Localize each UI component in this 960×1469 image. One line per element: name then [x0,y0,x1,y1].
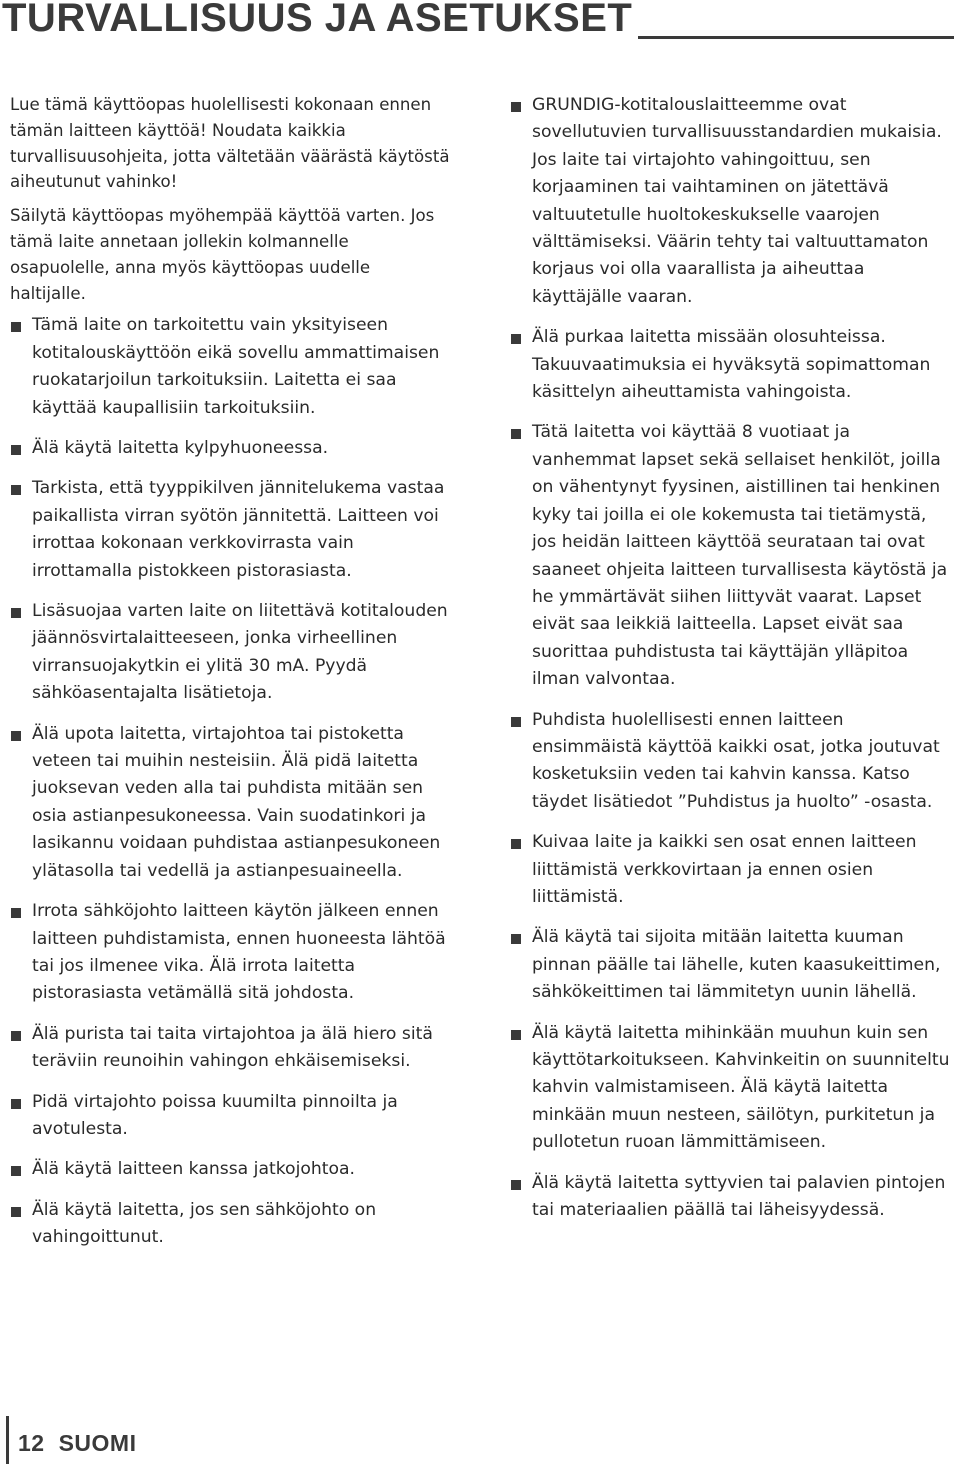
square-bullet-icon [11,485,21,495]
list-item-text: Puhdista huolellisesti ennen laitteen ensimmäistä käyttöä kaikki osat, jotka joutuvat kosketuksiin veden tai kahvin kanssa. Katso täydet lisätiedot ”Puhdistus ja huolto” -osasta. [532,709,940,812]
list-item [10,898,450,1008]
list-item [10,721,450,885]
list-item-text: Tarkista, että tyyppikilven jännitelukema vastaa paikallista virran syötön jännitettä. Laitteen voi irrottaa kokonaan verkkovirrasta vain irrottamalla pistokkeen pistorasiasta. [32,478,445,581]
list-item-text: Älä käytä laitetta syttyvien tai palavien pintojen tai materiaalien päällä tai läheisyydessä. [532,1172,946,1221]
list-item [10,1156,450,1183]
square-bullet-icon [511,839,521,849]
list-item-text: Älä käytä laitteen kanssa jatkojohtoa. [32,1159,356,1180]
list-item [510,924,955,1006]
safety-list-right [510,92,955,1224]
square-bullet-icon [511,934,521,944]
square-bullet-icon [11,908,21,918]
list-item-text: Tätä laitetta voi käyttää 8 vuotiaat ja vanhemmat lapset sekä sellaiset henkilöt, joilla on vähentynyt fyysinen, aistillinen tai henkinen kyky tai joilla ei ole kokemusta tai tietämystä, jos heidän laitteen käyttöä seurataan tai ovat saaneet ohjeita laitteen turvallisesta käytöstä ja he ymmärtävät siihen liittyvät vaarat. Lapset eivät saa leikkiä laitteella. Lapset eivät saa suorittaa puhdistusta tai käyttäjän ylläpitoa ilman valvontaa. [532,422,948,690]
list-item-text: Älä purista tai taita virtajohtoa ja älä hiero sitä teräviin reunoihin vahingon ehkäisemiseksi. [32,1023,433,1072]
list-item-text: Kuivaa laite ja kaikki sen osat ennen laitteen liittämistä verkkovirtaan ja ennen osien liittämistä. [532,832,917,907]
intro-paragraph: Säilytä käyttöopas myöhempää käyttöä varten. Jos tämä laite annetaan jollekin kolmannelle osapuolelle, anna myös käyttöopas uudelle haltijalle. [10,206,435,303]
list-item [10,312,450,422]
list-item [510,829,955,911]
square-bullet-icon [511,102,521,112]
square-bullet-icon [11,1031,21,1041]
safety-list-left [10,312,450,1251]
square-bullet-icon [511,717,521,727]
list-item [510,419,955,693]
right-column [510,92,955,1237]
list-item [10,598,450,708]
list-item [10,475,450,585]
list-item-text: Älä käytä laitetta, jos sen sähköjohto on vahingoittunut. [32,1199,377,1248]
page-header [0,0,960,44]
list-item-text: Älä käytä laitetta kylpyhuoneessa. [32,438,329,458]
page-number: 12 [18,1430,45,1456]
list-item-text: Älä purkaa laitetta missään olosuhteissa. Takuuvaatimuksia ei hyväksytä sopimattoman käsittelyn aiheuttamista vahingoista. [532,327,931,403]
square-bullet-icon [511,334,521,344]
square-bullet-icon [11,1207,21,1217]
list-item [510,1170,955,1225]
list-item-text: Älä käytä laitetta mihinkään muuhun kuin sen käyttötarkoitukseen. Kahvinkeitin on suunniteltu kahvin valmistamiseen. Älä käytä laitetta minkään muun nesteen, säilötyn, purkitetun ja pullotetun ruoan lämmittämiseen. [532,1022,950,1153]
square-bullet-icon [511,1180,521,1190]
list-item-text: Älä käytä tai sijoita mitään laitetta kuuman pinnan päälle tai lähelle, kuten kaasukeittimen, sähkökeittimen tai lämmitetyn uunin lähellä. [532,927,941,1003]
list-item [10,435,450,462]
square-bullet-icon [11,608,21,618]
footer-rule [6,1416,9,1464]
list-item-text: Älä upota laitetta, virtajohtoa tai pistoketta veteen tai muihin nesteisiin. Älä pidä laitetta juoksevan veden alla tai puhdista mitään sen osia astianpesukoneessa. Vain suodatinkori ja lasikannu voidaan puhdistaa astianpesukoneen ylätasolla tai vedellä ja astianpesuaineella. [32,723,441,881]
square-bullet-icon [11,731,21,741]
square-bullet-icon [11,1166,21,1176]
list-item [10,1089,450,1144]
list-item [510,1020,955,1157]
square-bullet-icon [11,322,21,332]
title-rule [638,36,954,39]
square-bullet-icon [11,1099,21,1109]
square-bullet-icon [11,445,21,455]
square-bullet-icon [511,429,521,439]
list-item [510,324,955,406]
language-label: SUOMI [58,1430,137,1456]
footer-label [18,1430,136,1457]
list-item-text: Irrota sähköjohto laitteen käytön jälkeen ennen laitteen puhdistamista, ennen huoneesta lähtöä tai jos ilmenee vika. Älä irrota laitetta pistorasiasta vetämällä sitä johdosta. [32,901,446,1004]
list-item [10,1197,450,1252]
square-bullet-icon [511,1030,521,1040]
list-item-text: Pidä virtajohto poissa kuumilta pinnoilta ja avotulesta. [32,1091,398,1139]
list-item [510,707,955,817]
list-item-text: Lisäsuojaa varten laite on liitettävä kotitalouden jäännösvirtalaitteeseen, jonka virheellinen virransuojakytkin ei ylitä 30 mA. Pyydä sähköasentajalta lisätietoja. [32,601,448,704]
page-title: TURVALLISUUS JA ASETUKSET [2,0,633,40]
list-item-text: GRUNDIG-kotitalouslaitteemme ovat sovellutuvien turvallisuusstandardien mukaisia. Jos laite tai virtajohto vahingoittuu, sen korjaaminen tai vaihtaminen on jätettävä valtuutetulle huoltokeskukselle vaarojen välttämiseksi. Väärin tehty tai valtuuttamaton korjaus voi olla vaarallista ja aiheuttaa käyttäjälle vaaran. [532,95,942,307]
left-column [10,92,450,1265]
intro-paragraph: Lue tämä käyttöopas huolellisesti kokonaan ennen tämän laitteen käyttöä! Noudata kaikkia turvallisuusohjeita, jotta vältetään väärästä käytöstä aiheutunut vahinko! [10,95,450,192]
list-item-text: Tämä laite on tarkoitettu vain yksityiseen kotitalouskäyttöön eikä sovellu ammattimaisen ruokatarjoilun tarkoituksiin. Laitetta ei saa käyttää kaupallisiin tarkoituksiin. [32,315,440,418]
page-footer [0,1412,300,1466]
list-item [10,1021,450,1076]
list-item [510,92,955,311]
